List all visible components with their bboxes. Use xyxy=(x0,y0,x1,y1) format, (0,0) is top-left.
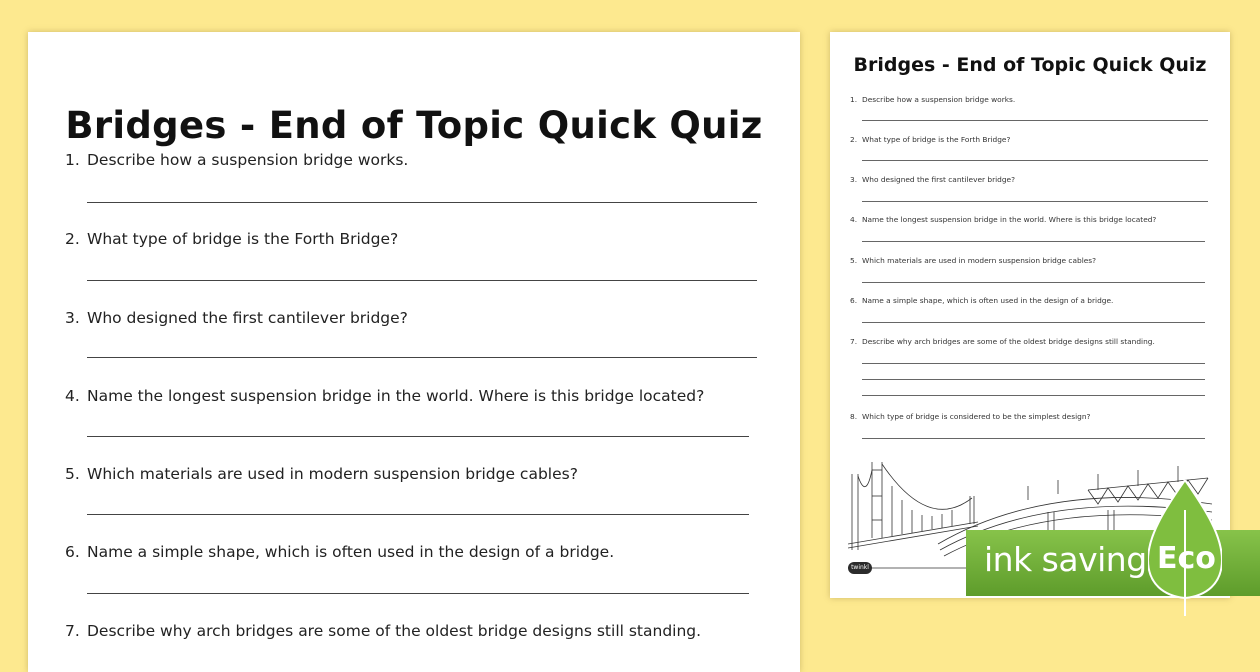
answer-line xyxy=(862,201,1208,202)
answer-line xyxy=(862,395,1205,396)
question-item xyxy=(65,309,408,327)
question-number: 2. xyxy=(65,230,80,248)
question-number: 8. xyxy=(850,412,858,421)
question-number: 1. xyxy=(65,151,80,169)
question-item xyxy=(65,543,614,561)
question-text: What type of bridge is the Forth Bridge? xyxy=(87,230,399,248)
question-item xyxy=(65,465,578,483)
answer-line xyxy=(87,436,749,437)
question-item xyxy=(850,175,1015,184)
question-text: Describe how a suspension bridge works. xyxy=(862,95,1016,104)
question-item xyxy=(65,622,701,640)
question-number: 1. xyxy=(850,95,858,104)
question-item xyxy=(850,412,1090,421)
question-item xyxy=(65,151,408,169)
answer-line xyxy=(862,438,1205,439)
answer-line xyxy=(87,202,757,203)
question-number: 2. xyxy=(850,135,858,144)
question-text: Who designed the first cantilever bridge? xyxy=(87,309,408,327)
question-number: 3. xyxy=(850,175,858,184)
question-item xyxy=(850,215,1156,224)
question-item xyxy=(850,337,1155,346)
question-number: 4. xyxy=(65,387,80,405)
question-text: Describe why arch bridges are some of the oldest bridge designs still standing. xyxy=(87,622,702,640)
question-item xyxy=(65,387,704,405)
twinkl-logo: twinkl xyxy=(848,562,872,574)
question-text: Describe how a suspension bridge works. xyxy=(87,151,409,169)
question-text: Who designed the first cantilever bridge? xyxy=(862,175,1016,184)
question-number: 7. xyxy=(850,337,858,346)
question-number: 7. xyxy=(65,622,80,640)
answer-line xyxy=(862,120,1208,121)
question-number: 6. xyxy=(850,296,858,305)
question-text: Which type of bridge is considered to be the simplest design? xyxy=(862,412,1091,421)
answer-line xyxy=(862,241,1205,242)
question-item xyxy=(850,135,1010,144)
question-text: What type of bridge is the Forth Bridge? xyxy=(862,135,1011,144)
answer-line xyxy=(862,160,1208,161)
question-text: Name the longest suspension bridge in the world. Where is this bridge located? xyxy=(87,387,705,405)
eco-label: Eco xyxy=(1157,541,1216,576)
answer-line xyxy=(862,322,1205,323)
answer-line xyxy=(87,357,757,358)
answer-line xyxy=(87,593,749,594)
worksheet-preview-large xyxy=(28,32,800,672)
ink-saving-label: ink saving xyxy=(984,540,1147,579)
worksheet-title: Bridges - End of Topic Quick Quiz xyxy=(853,54,1207,76)
question-item xyxy=(850,256,1096,265)
question-number: 6. xyxy=(65,543,80,561)
question-text: Which materials are used in modern suspension bridge cables? xyxy=(87,465,578,483)
answer-line xyxy=(862,379,1205,380)
question-number: 4. xyxy=(850,215,858,224)
question-number: 5. xyxy=(65,465,80,483)
question-text: Which materials are used in modern suspension bridge cables? xyxy=(862,256,1097,265)
answer-line xyxy=(862,282,1205,283)
answer-line xyxy=(87,514,749,515)
question-number: 3. xyxy=(65,309,80,327)
question-text: Describe why arch bridges are some of the oldest bridge designs still standing. xyxy=(862,337,1155,346)
question-item xyxy=(65,230,398,248)
question-text: Name a simple shape, which is often used in the design of a bridge. xyxy=(87,543,615,561)
question-item xyxy=(850,95,1015,104)
question-text: Name the longest suspension bridge in the world. Where is this bridge located? xyxy=(862,215,1157,224)
worksheet-title: Bridges - End of Topic Quick Quiz xyxy=(65,104,763,147)
question-item xyxy=(850,296,1113,305)
question-number: 5. xyxy=(850,256,858,265)
question-text: Name a simple shape, which is often used in the design of a bridge. xyxy=(862,296,1114,305)
answer-line xyxy=(862,363,1205,364)
answer-line xyxy=(87,280,757,281)
